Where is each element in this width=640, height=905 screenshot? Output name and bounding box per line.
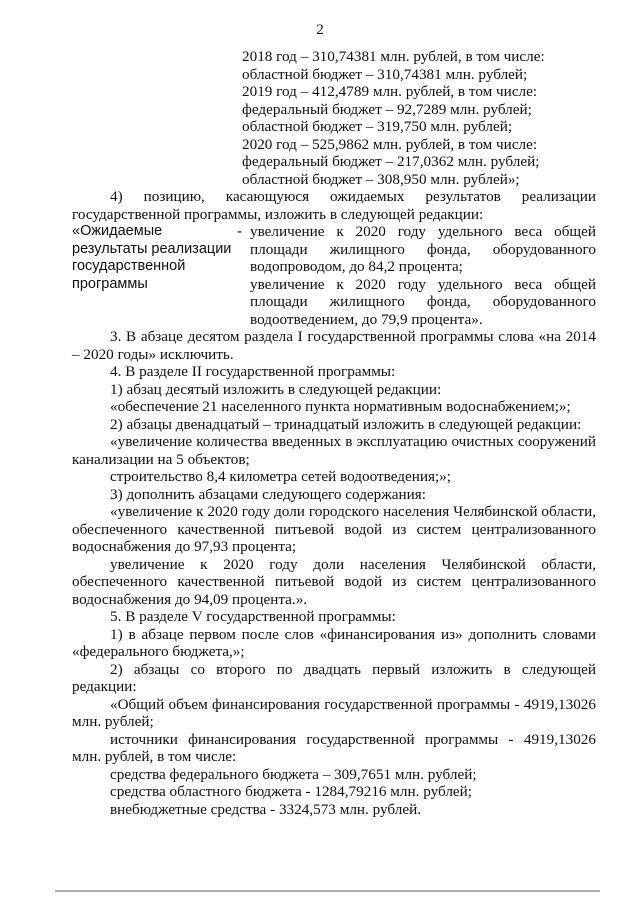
item-4-paragraph: 4) позицию, касающуюся ожидаемых результатов реализации государственной программы, изложить в следующей редакции: xyxy=(72,188,596,223)
paragraph: средства федерального бюджета – 309,7651 млн. рублей; xyxy=(110,765,477,783)
paragraph: источники финансирования государственной программы - 4919,13026 млн. рублей, в том числе: xyxy=(72,730,596,765)
financing-line: федеральный бюджет – 92,7289 млн. рублей; xyxy=(242,100,532,118)
table-right-text: увеличение к 2020 году удельного веса общей площади жилищного фонда, оборудованного водоотведением, до 79,9 процента». xyxy=(250,275,596,328)
paragraph: «увеличение количества введенных в эксплуатацию очистных сооружений канализации на 5 объектов; xyxy=(72,433,596,468)
scan-bottom-edge xyxy=(55,890,600,892)
paragraph: 1) абзац десятый изложить в следующей редакции: xyxy=(110,380,442,398)
paragraph: «увеличение к 2020 году доли городского населения Челябинской области, обеспеченного качественной питьевой водой из систем централизованного водоснабжения до 97,93 процента; xyxy=(72,503,596,555)
table-right-cell xyxy=(250,223,596,328)
amendment-paragraphs xyxy=(72,328,596,818)
table-dash: - xyxy=(237,223,243,240)
financing-by-year xyxy=(72,48,596,188)
paragraph: «обеспечение 21 населенного пункта нормативным водоснабжением;»; xyxy=(110,398,571,415)
paragraph: увеличение к 2020 году доли населения Челябинской области, обеспеченного качественной питьевой водой из систем централизованного водоснабжения до 94,09 процента.». xyxy=(72,555,596,608)
financing-line: областной бюджет – 319,750 млн. рублей; xyxy=(242,118,513,135)
paragraph: 5. В разделе V государственной программы: xyxy=(110,608,396,625)
paragraph: 2) абзацы двенадцатый – тринадцатый изложить в следующей редакции: xyxy=(110,415,582,433)
financing-line: 2019 год – 412,4789 млн. рублей, в том числе: xyxy=(242,83,538,100)
paragraph: «Общий объем финансирования государственной программы - 4919,13026 млн. рублей; xyxy=(72,695,596,730)
financing-line: 2018 год – 310,74381 млн. рублей, в том числе: xyxy=(242,48,545,65)
paragraph: 3) дополнить абзацами следующего содержания: xyxy=(110,485,426,503)
table-left-cell: «Ожидаемые результаты реализации государственной программы xyxy=(72,223,232,292)
paragraph: средства областного бюджета - 1284,79216 млн. рублей; xyxy=(110,783,473,800)
financing-line: федеральный бюджет – 217,0362 млн. рублей; xyxy=(242,153,540,170)
paragraph: 1) в абзаце первом после слов «финансирования из» дополнить словами «федерального бюджета,»; xyxy=(72,625,596,660)
page-number: 2 xyxy=(316,22,324,38)
document-body xyxy=(72,48,596,818)
paragraph: строительство 8,4 километра сетей водоотведения;»; xyxy=(110,468,451,485)
financing-line: областной бюджет – 310,74381 млн. рублей; xyxy=(242,65,528,83)
paragraph: внебюджетные средства - 3324,573 млн. рублей. xyxy=(110,800,421,818)
expected-results-table xyxy=(72,223,596,328)
financing-line: 2020 год – 525,9862 млн. рублей, в том числе: xyxy=(242,135,538,153)
paragraph: 3. В абзаце десятом раздела I государственной программы слова «на 2014 – 2020 годы» исключить. xyxy=(72,328,596,363)
table-right-text: увеличение к 2020 году удельного веса общей площади жилищного фонда, оборудованного водопроводом, до 84,2 процента; xyxy=(250,223,596,275)
paragraph: 2) абзацы со второго по двадцать первый изложить в следующей редакции: xyxy=(72,660,596,695)
paragraph: 4. В разделе II государственной программы: xyxy=(110,363,396,380)
financing-line: областной бюджет – 308,950 млн. рублей»; xyxy=(242,170,520,188)
